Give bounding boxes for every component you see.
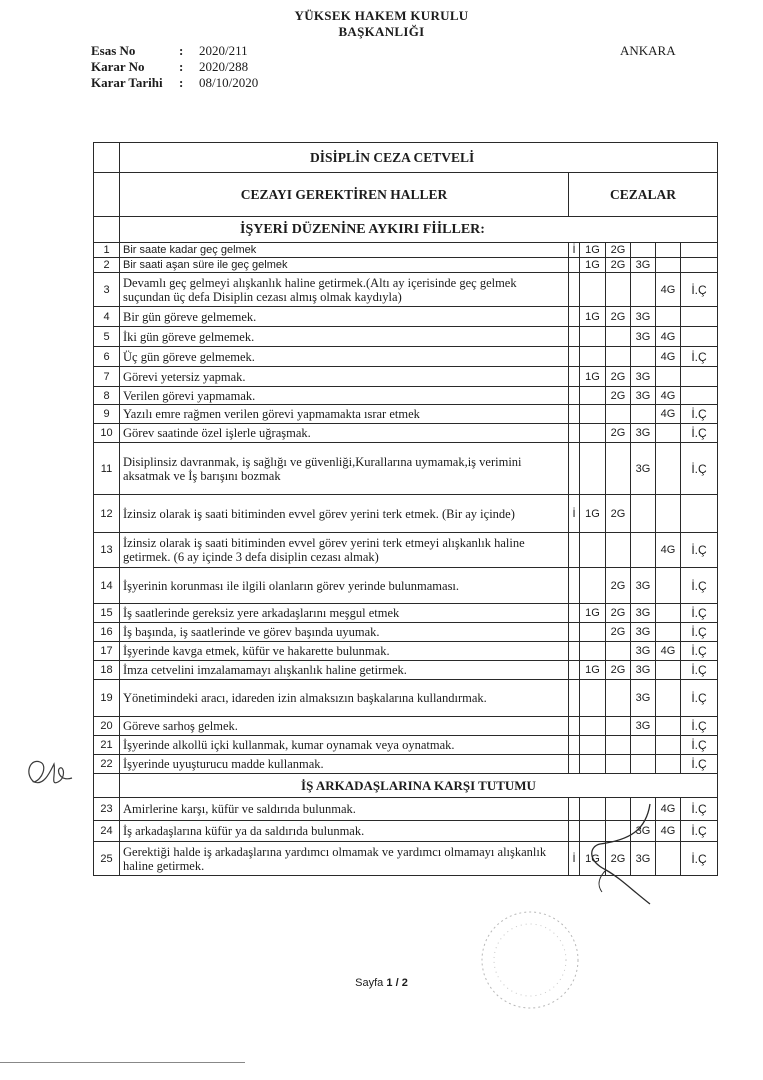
row-description: Bir saate kadar geç gelmek <box>120 243 569 258</box>
penalty-cell <box>569 327 580 347</box>
penalty-cell <box>656 680 681 717</box>
penalty-cell <box>569 642 580 661</box>
penalty-cell <box>681 327 718 347</box>
penalty-cell <box>656 623 681 642</box>
case-meta <box>91 43 258 91</box>
penalty-cell <box>569 661 580 680</box>
penalty-cell <box>580 424 606 443</box>
penalty-cell <box>606 755 631 774</box>
penalty-cell: 3G <box>631 387 656 405</box>
penalty-cell <box>681 367 718 387</box>
table-row <box>94 258 718 273</box>
penalty-cell <box>606 327 631 347</box>
section-title-workplace: İŞYERİ DÜZENİNE AYKIRI FİİLLER: <box>120 217 718 243</box>
penalty-cell: İ.Ç <box>681 798 718 821</box>
table-row <box>94 273 718 307</box>
penalty-cell <box>606 736 631 755</box>
penalty-cell: 2G <box>606 307 631 327</box>
penalty-cell: 3G <box>631 642 656 661</box>
penalty-cell: 4G <box>656 798 681 821</box>
meta-sep: : <box>179 59 184 74</box>
penalty-cell: 2G <box>606 842 631 876</box>
penalty-cell: İ.Ç <box>681 533 718 568</box>
meta-value: 2020/288 <box>199 59 249 74</box>
meta-row-karar <box>91 59 258 75</box>
penalty-cell: 2G <box>606 623 631 642</box>
penalty-cell: 4G <box>656 347 681 367</box>
penalty-cell <box>580 680 606 717</box>
row-description: Amirlerine karşı, küfür ve saldırıda bulunmak. <box>120 798 569 821</box>
page-separator: / <box>395 977 399 989</box>
page-label: Sayfa <box>355 977 384 989</box>
penalty-cell: İ <box>569 495 580 533</box>
penalty-cell <box>569 424 580 443</box>
penalty-cell: 4G <box>656 405 681 424</box>
penalty-cell <box>681 495 718 533</box>
penalty-cell <box>631 243 656 258</box>
table-row <box>94 642 718 661</box>
page-footer <box>0 977 763 989</box>
row-description: Verilen görevi yapmamak. <box>120 387 569 405</box>
penalty-cell <box>580 327 606 347</box>
table-title: DİSİPLİN CEZA CETVELİ <box>120 143 718 173</box>
row-description: Bir saati aşan süre ile geç gelmek <box>120 258 569 273</box>
penalty-cell: İ <box>569 842 580 876</box>
penalty-cell <box>569 347 580 367</box>
table-row <box>94 717 718 736</box>
row-description: Görev saatinde özel işlerle uğraşmak. <box>120 424 569 443</box>
penalty-cell: 1G <box>580 604 606 623</box>
row-description: Gerektiği halde iş arkadaşlarına yardımcı olmamak ve yardımcı olmamayı alışkanlık haline getirmek. <box>120 842 569 876</box>
row-number: 22 <box>94 755 120 774</box>
penalty-cell: 2G <box>606 568 631 604</box>
penalty-cell <box>580 642 606 661</box>
penalty-cell <box>580 736 606 755</box>
penalty-cell: İ.Ç <box>681 717 718 736</box>
row-number: 10 <box>94 424 120 443</box>
table-row <box>94 443 718 495</box>
penalty-cell: İ.Ç <box>681 680 718 717</box>
meta-label: Karar No <box>91 59 145 74</box>
penalty-cell <box>580 405 606 424</box>
column-header-row <box>94 173 718 217</box>
row-number: 9 <box>94 405 120 424</box>
row-number: 4 <box>94 307 120 327</box>
penalty-cell <box>569 443 580 495</box>
row-description: İşyerinin korunması ile ilgili olanların görev yerinde bulunmaması. <box>120 568 569 604</box>
row-description: İşyerinde uyuşturucu madde kullanmak. <box>120 755 569 774</box>
penalty-cell: İ.Ç <box>681 821 718 842</box>
table-row <box>94 623 718 642</box>
penalty-cell <box>569 387 580 405</box>
penalty-cell: 3G <box>631 424 656 443</box>
penalty-cell: İ.Ç <box>681 604 718 623</box>
penalty-cell: 1G <box>580 243 606 258</box>
section-title-colleagues: İŞ ARKADAŞLARINA KARŞI TUTUMU <box>120 774 718 798</box>
meta-label: Esas No <box>91 43 136 58</box>
table-row <box>94 604 718 623</box>
penalty-cell: İ.Ç <box>681 642 718 661</box>
penalty-cell <box>631 495 656 533</box>
city: ANKARA <box>620 43 676 58</box>
page-total: 2 <box>401 977 408 989</box>
table-row <box>94 327 718 347</box>
penalty-cell: 3G <box>631 717 656 736</box>
penalty-cell: 4G <box>656 821 681 842</box>
column-header-penalties: CEZALAR <box>569 173 718 217</box>
row-number: 20 <box>94 717 120 736</box>
section-row <box>94 774 718 798</box>
penalty-cell <box>656 243 681 258</box>
penalty-cell: İ.Ç <box>681 424 718 443</box>
penalty-cell: 3G <box>631 367 656 387</box>
penalty-cell: 2G <box>606 367 631 387</box>
row-description: İzinsiz olarak iş saati bitiminden evvel görev yerini terk etmek. (Bir ay içinde) <box>120 495 569 533</box>
table-row <box>94 387 718 405</box>
penalty-cell <box>569 307 580 327</box>
penalty-cell <box>606 273 631 307</box>
penalty-cell: İ.Ç <box>681 405 718 424</box>
penalty-cell: 1G <box>580 307 606 327</box>
row-description: Bir gün göreve gelmemek. <box>120 307 569 327</box>
meta-sep: : <box>179 43 184 58</box>
row-number: 24 <box>94 821 120 842</box>
row-description: İzinsiz olarak iş saati bitiminden evvel görev yerini terk etmeyi alışkanlık haline getirmek. (6 ay içinde 3 defa disiplin cezası almak) <box>120 533 569 568</box>
penalty-cell <box>606 642 631 661</box>
penalty-cell: İ.Ç <box>681 755 718 774</box>
penalty-cell <box>606 443 631 495</box>
penalty-cell <box>580 717 606 736</box>
row-description: İşyerinde kavga etmek, küfür ve hakarette bulunmak. <box>120 642 569 661</box>
penalty-cell: 2G <box>606 387 631 405</box>
penalty-cell: 1G <box>580 495 606 533</box>
row-description: Devamlı geç gelmeyi alışkanlık haline getirmek.(Altı ay içerisinde geç gelmek suçundan üç defa Disiplin cezası almış olmak kaydıyla) <box>120 273 569 307</box>
row-number: 16 <box>94 623 120 642</box>
section-row <box>94 217 718 243</box>
table-row <box>94 568 718 604</box>
penalty-table <box>93 142 718 876</box>
penalty-cell <box>631 273 656 307</box>
penalty-cell: 3G <box>631 443 656 495</box>
penalty-cell <box>569 755 580 774</box>
penalty-cell: İ.Ç <box>681 842 718 876</box>
row-description: İşyerinde alkollü içki kullanmak, kumar oynamak veya oynatmak. <box>120 736 569 755</box>
penalty-cell: 2G <box>606 661 631 680</box>
penalty-cell: 2G <box>606 258 631 273</box>
title-row <box>94 143 718 173</box>
penalty-cell <box>656 367 681 387</box>
row-number: 18 <box>94 661 120 680</box>
table-row <box>94 405 718 424</box>
row-description: Görevi yetersiz yapmak. <box>120 367 569 387</box>
table-row <box>94 736 718 755</box>
row-description: İş saatlerinde gereksiz yere arkadaşlarını meşgul etmek <box>120 604 569 623</box>
penalty-cell: 4G <box>656 273 681 307</box>
penalty-cell <box>569 258 580 273</box>
penalty-cell: 4G <box>656 533 681 568</box>
penalty-cell <box>569 273 580 307</box>
penalty-cell: 3G <box>631 680 656 717</box>
penalty-cell <box>631 736 656 755</box>
institution-subtitle: BAŞKANLIĞI <box>338 24 425 39</box>
penalty-cell: İ.Ç <box>681 347 718 367</box>
penalty-cell <box>569 367 580 387</box>
faded-stamp-icon <box>470 900 590 1020</box>
penalty-cell <box>631 405 656 424</box>
table-row <box>94 680 718 717</box>
penalty-cell <box>681 243 718 258</box>
row-number: 15 <box>94 604 120 623</box>
penalty-cell: 3G <box>631 307 656 327</box>
penalty-cell <box>656 258 681 273</box>
penalty-cell: 4G <box>656 327 681 347</box>
page-current: 1 <box>386 977 393 989</box>
penalty-cell <box>681 258 718 273</box>
meta-row-esas <box>91 43 258 59</box>
penalty-cell <box>656 717 681 736</box>
penalty-cell <box>569 604 580 623</box>
penalty-cell <box>569 568 580 604</box>
meta-label: Karar Tarihi <box>91 75 163 90</box>
penalty-cell: 3G <box>631 842 656 876</box>
penalty-cell: 2G <box>606 243 631 258</box>
table-row <box>94 755 718 774</box>
penalty-cell: 1G <box>580 842 606 876</box>
row-number: 8 <box>94 387 120 405</box>
penalty-cell <box>656 604 681 623</box>
row-number: 2 <box>94 258 120 273</box>
penalty-cell: 4G <box>656 642 681 661</box>
penalty-cell: 1G <box>580 258 606 273</box>
penalty-cell: 3G <box>631 258 656 273</box>
table-row <box>94 495 718 533</box>
penalty-cell: İ.Ç <box>681 443 718 495</box>
table-row <box>94 367 718 387</box>
row-description: Üç gün göreve gelmemek. <box>120 347 569 367</box>
row-number: 21 <box>94 736 120 755</box>
row-description: Yönetimindeki aracı, idareden izin almaksızın başkalarına kullandırmak. <box>120 680 569 717</box>
penalty-cell <box>656 661 681 680</box>
row-description: İki gün göreve gelmemek. <box>120 327 569 347</box>
meta-sep: : <box>179 75 184 90</box>
penalty-cell <box>656 736 681 755</box>
penalty-cell <box>656 755 681 774</box>
table-row <box>94 243 718 258</box>
penalty-cell: 2G <box>606 604 631 623</box>
meta-row-tarih <box>91 75 258 91</box>
initials-signature-icon <box>20 752 80 796</box>
penalty-cell <box>580 443 606 495</box>
penalty-cell: İ.Ç <box>681 623 718 642</box>
row-number: 25 <box>94 842 120 876</box>
penalty-cell <box>580 533 606 568</box>
penalty-cell: İ.Ç <box>681 661 718 680</box>
penalty-cell <box>631 755 656 774</box>
penalty-cell: 3G <box>631 661 656 680</box>
row-number: 23 <box>94 798 120 821</box>
penalty-cell: 3G <box>631 604 656 623</box>
penalty-cell: 1G <box>580 367 606 387</box>
penalty-cell <box>681 307 718 327</box>
row-number: 14 <box>94 568 120 604</box>
row-number: 12 <box>94 495 120 533</box>
table-row <box>94 307 718 327</box>
row-number: 17 <box>94 642 120 661</box>
penalty-cell <box>569 736 580 755</box>
penalty-cell <box>606 347 631 367</box>
penalty-cell <box>656 443 681 495</box>
penalty-cell: 4G <box>656 387 681 405</box>
penalty-cell <box>606 717 631 736</box>
penalty-cell <box>569 623 580 642</box>
institution-name: YÜKSEK HAKEM KURULU <box>294 8 469 23</box>
penalty-cell: 2G <box>606 424 631 443</box>
table-row <box>94 347 718 367</box>
penalty-cell <box>606 680 631 717</box>
row-description: İş arkadaşlarına küfür ya da saldırıda bulunmak. <box>120 821 569 842</box>
row-number: 7 <box>94 367 120 387</box>
table-row <box>94 661 718 680</box>
penalty-cell <box>580 755 606 774</box>
row-description: İş başında, iş saatlerinde ve görev başında uyumak. <box>120 623 569 642</box>
penalty-cell <box>606 405 631 424</box>
penalty-cell <box>569 533 580 568</box>
row-description: İmza cetvelini imzalamamayı alışkanlık haline getirmek. <box>120 661 569 680</box>
penalty-cell <box>569 680 580 717</box>
penalty-cell <box>580 623 606 642</box>
table-row <box>94 533 718 568</box>
penalty-cell: 3G <box>631 821 656 842</box>
row-number: 3 <box>94 273 120 307</box>
penalty-cell: 3G <box>631 568 656 604</box>
penalty-cell: 3G <box>631 623 656 642</box>
penalty-cell <box>656 495 681 533</box>
row-number: 13 <box>94 533 120 568</box>
penalty-cell <box>656 568 681 604</box>
row-description: Disiplinsiz davranmak, iş sağlığı ve güvenliği,Kurallarına uymamak,iş verimini aksatmak ve İş barışını bozmak <box>120 443 569 495</box>
penalty-cell: 2G <box>606 495 631 533</box>
penalty-cell <box>606 533 631 568</box>
meta-value: 08/10/2020 <box>199 75 259 90</box>
row-number: 11 <box>94 443 120 495</box>
column-header-cases: CEZAYI GEREKTİREN HALLER <box>120 173 569 217</box>
penalty-cell <box>631 347 656 367</box>
penalty-cell: 1G <box>580 661 606 680</box>
penalty-cell <box>631 533 656 568</box>
penalty-cell <box>656 424 681 443</box>
penalty-cell: İ <box>569 243 580 258</box>
penalty-cell <box>580 273 606 307</box>
row-number: 6 <box>94 347 120 367</box>
bottom-rule <box>0 1062 245 1063</box>
penalty-cell <box>580 347 606 367</box>
penalty-cell <box>580 387 606 405</box>
penalty-cell: İ.Ç <box>681 568 718 604</box>
penalty-cell <box>569 405 580 424</box>
table-row <box>94 424 718 443</box>
penalty-cell: İ.Ç <box>681 736 718 755</box>
penalty-cell: 3G <box>631 327 656 347</box>
penalty-cell <box>569 717 580 736</box>
row-number: 19 <box>94 680 120 717</box>
meta-value: 2020/211 <box>199 43 248 58</box>
penalty-cell <box>681 387 718 405</box>
penalty-cell <box>656 307 681 327</box>
penalty-cell: İ.Ç <box>681 273 718 307</box>
row-description: Göreve sarhoş gelmek. <box>120 717 569 736</box>
row-number: 5 <box>94 327 120 347</box>
row-number: 1 <box>94 243 120 258</box>
penalty-cell <box>580 568 606 604</box>
row-description: Yazılı emre rağmen verilen görevi yapmamakta ısrar etmek <box>120 405 569 424</box>
